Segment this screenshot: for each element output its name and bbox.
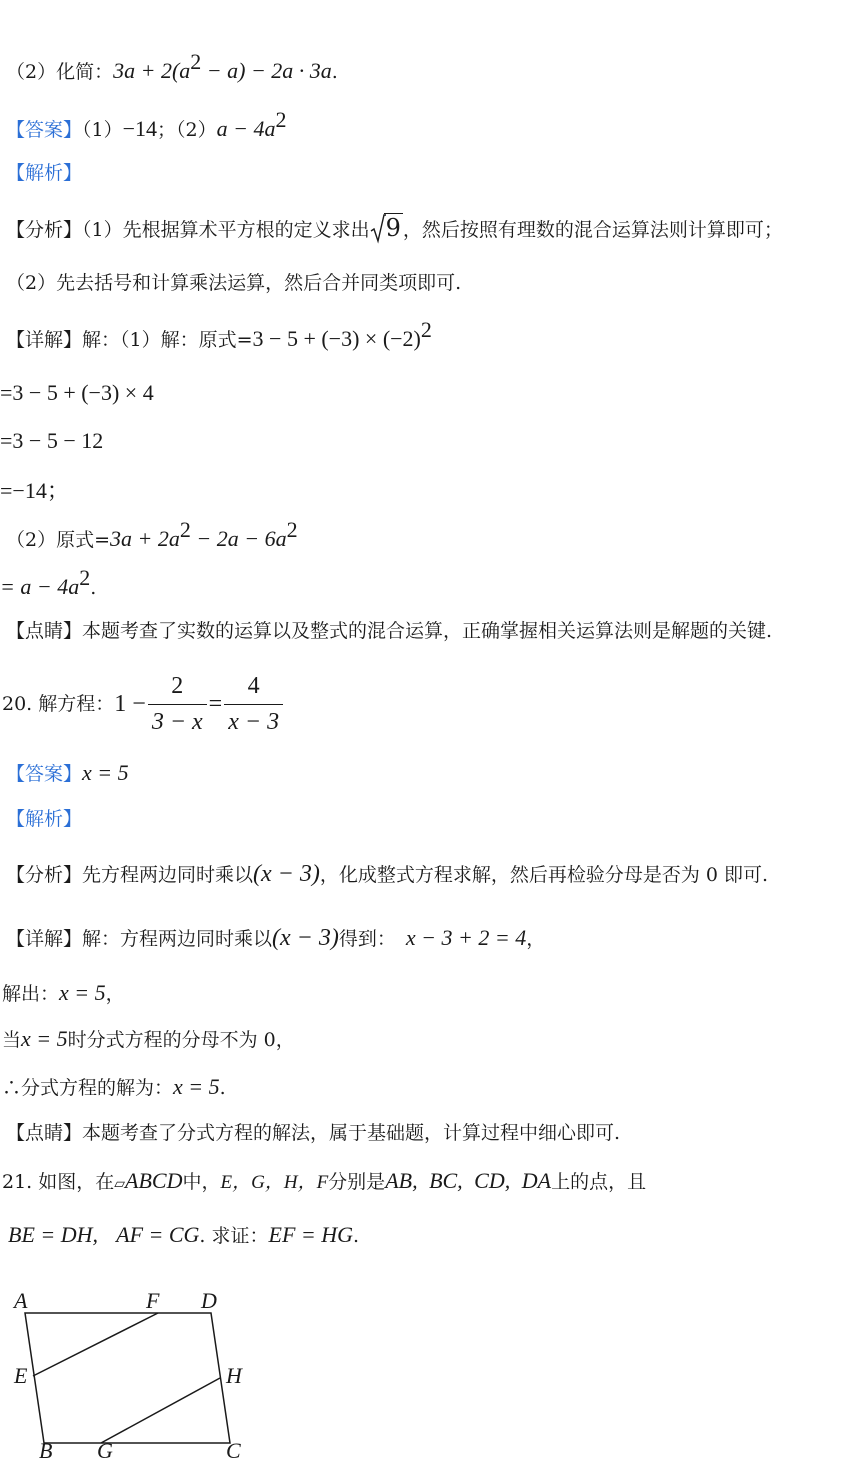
label-f: F [146,1288,160,1313]
q20-dianjing-tag: 【点睛】 [6,1122,83,1144]
q20-detail-tag: 【详解】 [6,928,83,950]
q20-check-line [2,1026,295,1052]
part2-sol-a: 3a + 2a [110,526,180,551]
q21-mid: . 求证： [199,1225,269,1247]
q20-solve-end: ， [105,983,125,1005]
q20-detail-text-b: 得到： [338,928,396,950]
q20-conclusion-a: ∴分式方程的解为： [2,1077,174,1099]
dianjing-text: 本题考查了实数的运算以及整式的混合运算，正确掌握相关运算法则是解题的关键. [82,620,773,642]
q21-eq1: BE = DH, [8,1222,98,1247]
part2-result-end: . [90,577,97,599]
q20-detail-end: ， [526,928,546,950]
q19-part2-result [0,565,97,600]
q20-question-line [2,672,285,737]
segment-gh [101,1378,220,1443]
label-d: D [201,1288,217,1313]
q20-fenxi-paren: (x − 3) [253,861,320,887]
answer-v2-sup: 2 [275,107,287,132]
q19-part2-expr-a: 3a + 2(a [113,58,191,83]
q21-label: 21. 如图，在 [2,1171,115,1193]
fenxi-tag: 【分析】 [6,219,83,241]
detail-sup: 2 [420,317,432,342]
answer-p1: （1） [82,119,123,141]
q19-fenxi2: （2）先去括号和计算乘法运算，然后合并同类项即可. [6,272,462,294]
q19-step-2: =3 − 5 − 12 [0,428,104,453]
q20-dianjing-text: 本题考查了分式方程的解法，属于基础题，计算过程中细心即可. [82,1122,621,1144]
q20-solve-eq: x = 5 [59,980,106,1005]
frac1-denominator: 3 − x [151,708,203,735]
q20-conclusion-line [2,1074,226,1100]
q19-answer-line [6,107,287,142]
q19-step-3: =−14； [0,478,69,503]
q21-text-b: 分别是 [328,1171,386,1193]
q20-label: 20. 解方程： [2,692,115,715]
q20-fenxi-text-b: ，化成整式方程求解，然后再检验分母是否为 0 即可. [319,864,769,886]
part2-sol-b: − 2a − 6a [190,526,287,551]
q21-eq3: EF = HG [268,1222,354,1247]
part2-result: = a − 4a [0,574,80,599]
label-b: B [39,1438,53,1460]
q20-fenxi-line [6,860,768,889]
q21-text-a: 中， [182,1171,221,1193]
q19-part2-solution [6,517,298,552]
answer-v1: −14 [122,116,158,141]
q19-part2-line [6,49,338,84]
q20-answer-tag: 【答案】 [6,763,83,785]
q20-fenxi-tag: 【分析】 [6,864,83,886]
q20-solve-line [2,980,125,1006]
detail-expr: 3 − 5 + (−3) × (−2) [252,326,421,351]
detail-text: 解：（1）解：原式= [82,329,253,351]
q20-conclusion-end: . [219,1077,226,1099]
parallelogram-figure [6,1280,266,1460]
q20-fraction-2 [224,672,283,737]
q20-check-a: 当 [2,1029,22,1051]
q20-equals: = [208,690,223,717]
q20-analysis-tag: 【解析】 [6,808,83,830]
segment-ef [33,1313,158,1376]
sqrt-symbol [370,214,403,243]
label-g: G [97,1438,113,1460]
part2-sol-prefix: （2）原式= [6,529,111,551]
q21-abcd: ABCD [125,1168,183,1193]
q20-answer-line [6,760,129,786]
q21-question-line [2,1168,646,1195]
dianjing-tag: 【点睛】 [6,620,83,642]
q21-line2 [8,1222,359,1248]
q19-fenxi-line [6,214,783,243]
parallelogram-abcd [25,1313,230,1443]
q21-end: . [353,1225,360,1247]
q20-answer-value: x = 5 [82,760,129,785]
detail-tag: 【详解】 [6,329,83,351]
q20-check-eq: x = 5 [21,1026,68,1051]
label-c: C [226,1438,241,1460]
fenxi-text-a: （1）先根据算术平方根的定义求出 [82,219,370,241]
q20-detail-line [6,924,545,953]
answer-tag: 【答案】 [6,119,83,141]
label-h: H [226,1363,242,1388]
frac2-denominator: x − 3 [228,708,280,735]
q19-analysis-tag: 【解析】 [6,162,83,184]
q20-detail-text-a: 解：方程两边同时乘以 [82,928,273,950]
q19-dianjing-line [6,620,772,643]
label-a: A [14,1288,28,1313]
q20-fenxi-text-a: 先方程两边同时乘以 [82,864,254,886]
label-e: E [14,1363,28,1388]
q20-lhs: 1 − [114,690,146,717]
q19-part2-expr-b: − a) − 2a · 3a [201,58,332,83]
answer-sep: ；（2） [157,119,217,141]
q20-dianjing-line [6,1122,620,1145]
q21-text-c: 上的点，且 [551,1171,647,1193]
q20-detail-eq: x − 3 + 2 = 4 [405,925,527,950]
q21-points: E，G，H，F [220,1172,329,1193]
frac2-numerator: 4 [224,672,283,705]
q21-sides: AB, BC, CD, DA [385,1168,552,1193]
fenxi-text-b: ，然后按照有理数的混合运算法则计算即可； [402,219,783,241]
q19-detail-line [6,317,432,352]
q19-step-1: =3 − 5 + (−3) × 4 [0,380,154,405]
sqrt-arg: 9 [385,214,401,242]
answer-v2: a − 4a [216,116,276,141]
q20-detail-paren: (x − 3) [272,925,339,951]
parallelogram-icon: ▱ [114,1176,126,1192]
part2-result-sup: 2 [79,565,91,590]
q20-fraction-1 [148,672,207,737]
q20-check-b: 时分式方程的分母不为 0， [67,1029,295,1051]
q19-part2-prefix: （2）化简： [6,61,114,83]
frac1-numerator: 2 [148,672,207,705]
part2-sol-sup2: 2 [286,517,298,542]
q20-solve-text: 解出： [2,983,60,1005]
q19-part2-expr-sup: 2 [190,49,202,74]
q20-conclusion-eq: x = 5 [173,1074,220,1099]
q21-eq2: AF = CG [116,1222,200,1247]
q19-part2-end: . [331,61,338,83]
part2-sol-sup1: 2 [179,517,191,542]
